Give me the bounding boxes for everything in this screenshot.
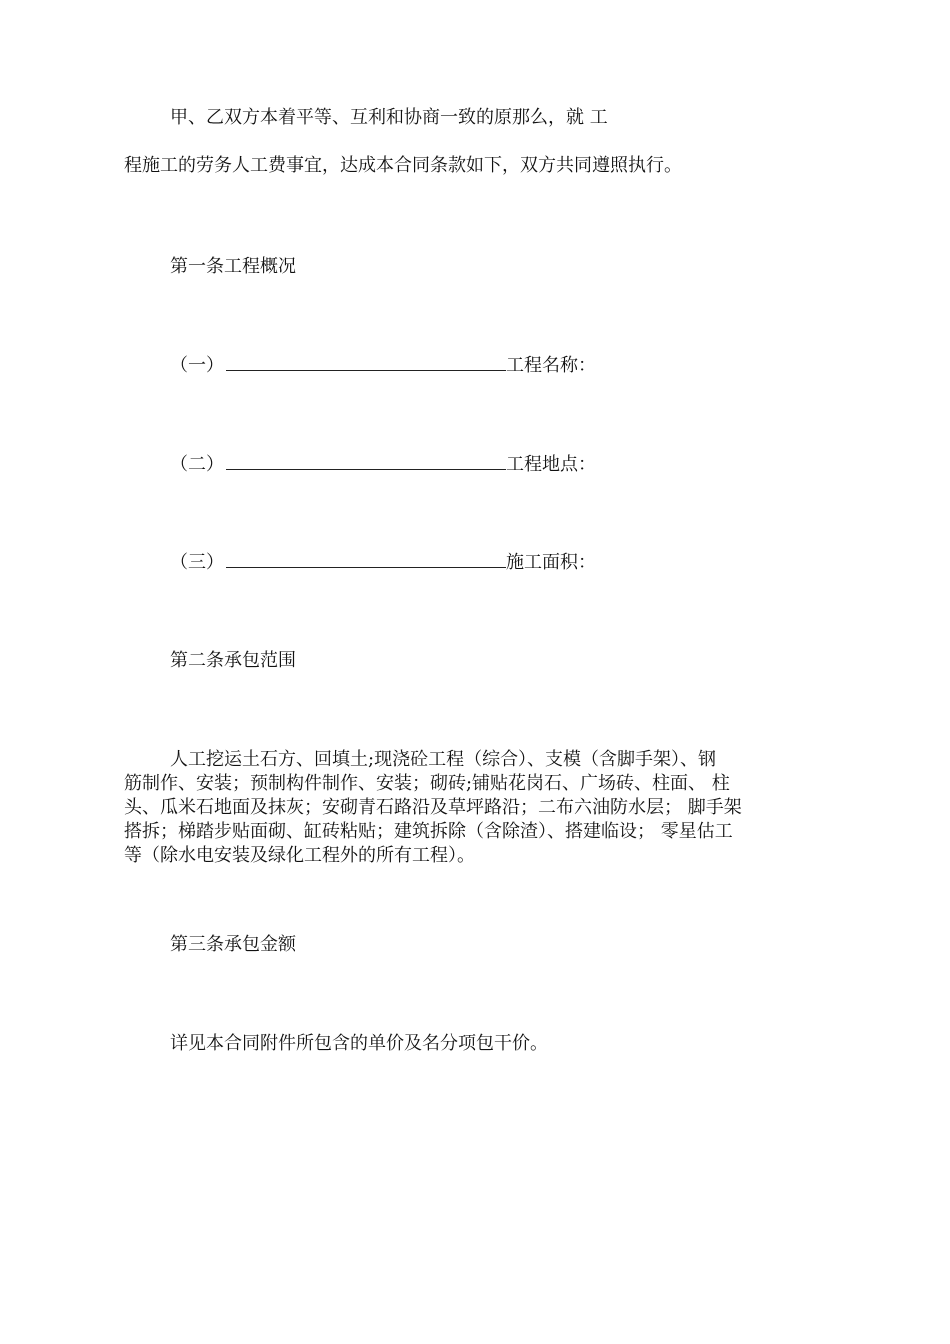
scope-line-4: 搭拆；梯踏步贴面砌、缸砖粘贴；建筑拆除（含除渣）、搭建临设； 零星估工 bbox=[124, 821, 733, 842]
article-1-heading: 第一条工程概况 bbox=[170, 256, 296, 277]
item-index: （一） bbox=[170, 355, 224, 376]
item-label: 施工面积： bbox=[506, 552, 596, 573]
project-name-blank bbox=[226, 354, 506, 371]
project-name-row bbox=[170, 354, 596, 377]
scope-line-5: 等（除水电安装及绿化工程外的所有工程）。 bbox=[124, 845, 475, 866]
article-3-heading: 第三条承包金额 bbox=[170, 934, 296, 955]
project-location-blank bbox=[226, 453, 506, 470]
construction-area-blank bbox=[226, 551, 506, 568]
article-3-body: 详见本合同附件所包含的单价及名分项包干价。 bbox=[170, 1033, 548, 1054]
scope-line-3: 头、瓜米石地面及抹灰；安砌青石路沿及草坪路沿；二布六油防水层； 脚手架 bbox=[124, 797, 742, 818]
item-label: 工程名称： bbox=[506, 355, 596, 376]
item-index: （三） bbox=[170, 552, 224, 573]
item-index: （二） bbox=[170, 454, 224, 475]
project-location-row bbox=[170, 453, 596, 476]
intro-line-1: 甲、乙双方本着平等、互利和协商一致的原那么，就 工 bbox=[170, 107, 608, 128]
construction-area-row bbox=[170, 551, 596, 574]
item-label: 工程地点： bbox=[506, 454, 596, 475]
scope-line-1: 人工挖运土石方、回填土;现浇砼工程（综合）、支模（含脚手架）、钢 bbox=[170, 749, 717, 770]
intro-line-2: 程施工的劳务人工费事宜，达成本合同条款如下，双方共同遵照执行。 bbox=[124, 155, 682, 176]
article-2-heading: 第二条承包范围 bbox=[170, 650, 296, 671]
scope-line-2: 筋制作、安装；预制构件制作、安装；砌砖;铺贴花岗石、广场砖、柱面、 柱 bbox=[124, 773, 730, 794]
